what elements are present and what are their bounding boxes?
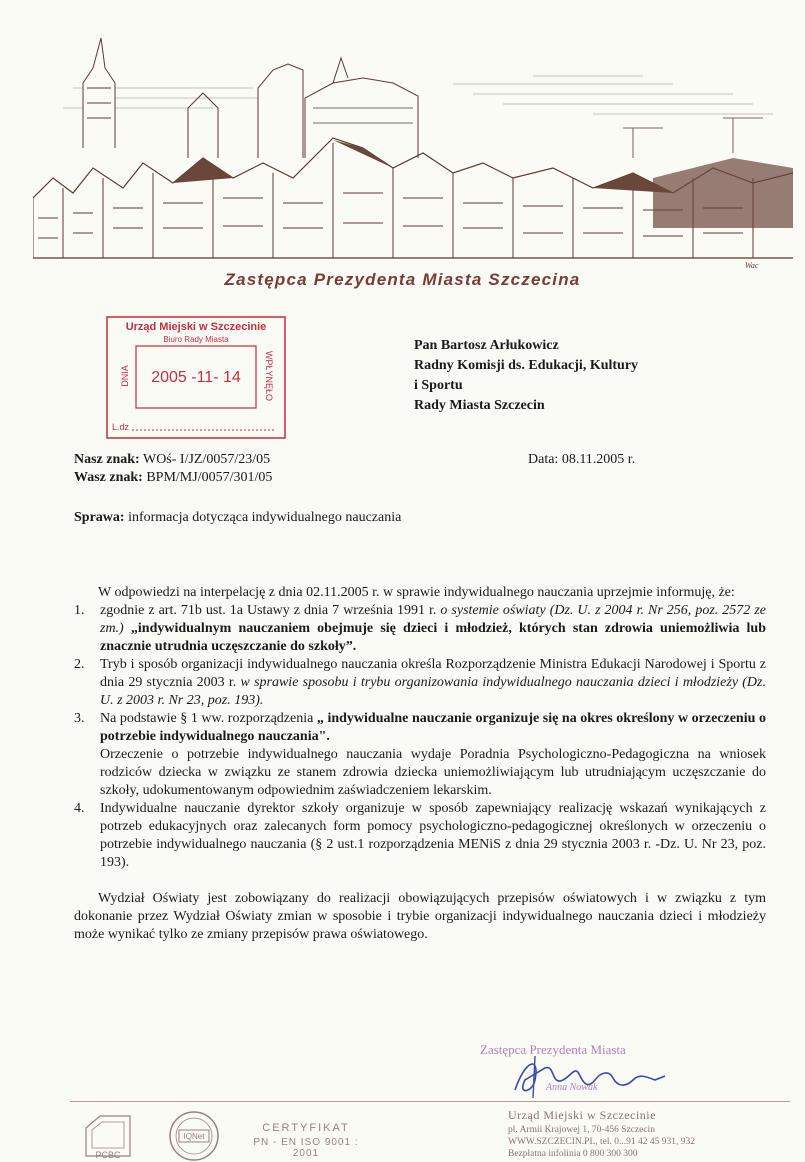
our-reference-value: WOś- I/JZ/0057/23/05 [142, 452, 271, 467]
stamp-office: Urząd Miejski w Szczecinie [125, 321, 267, 333]
list-item-text: Tryb i sposób organizacji indywidualnego nauczania określa Rozporządzenie Ministra Edukacji Narodowej i Sportu z dnia 29 stycznia 2003 r. [100, 657, 766, 690]
letter-body [74, 584, 766, 944]
list-item-number: 2. [74, 657, 85, 672]
iqnet-logo-text: IQNet [183, 1132, 205, 1141]
signature-name: Anna Nowak [546, 1082, 598, 1093]
pcbc-logo-text: PCBC [95, 1150, 121, 1160]
letter-date: Data: 08.11.2005 r. [528, 452, 636, 467]
certificate-label: CERTYFIKAT [262, 1122, 350, 1134]
list-item-text-continued: Orzeczenie o potrzebie indywidualnego nauczania wydaje Poradnia Psychologiczno-Pedagogiczna na wniosek rodziców dziecka w związku ze stanem zdrowia dziecka uniemożliwiającym lub utrudniającym uczęszczanie do szkoły, udokumentowanym odpowiednim zaświadczeniem lekarskim. [100, 747, 766, 798]
list-item-4 [74, 800, 766, 872]
header-title: Zastępca Prezydenta Miasta Szczecina [224, 270, 581, 289]
footer-infoline: Bezpłatna infolinia 0 800 300 300 [508, 1149, 638, 1159]
stamp-department: Biuro Rady Miasta [163, 335, 229, 344]
certificate-iso: PN - EN ISO 9001 : 2001 [253, 1137, 359, 1159]
list-item-italic: w sprawie sposobu i trybu organizowania indywidualnego nauczania dzieci i młodzieży (Dz. U. z 2003 r. Nr 23, poz. 193). [100, 675, 766, 708]
stamp-date: 2005 -11- 14 [151, 369, 241, 386]
footer-web-phone: WWW.SZCZECIN.PL, tel. 0...91 42 45 931, 932 [508, 1137, 695, 1147]
stamp-number-label: L.dz [112, 422, 130, 432]
szczecin-skyline-illustration [33, 28, 793, 268]
pcbc-logo-icon [78, 1108, 138, 1162]
footer-divider [70, 1101, 790, 1102]
closing-paragraph: Wydział Oświaty jest zobowiązany do realizacji obowiązujących przepisów oświatowych i w związku z tym dokonanie przez Wydział Oświaty zmian w sposobie i trybie organizacji indywidualnego nauczania dzieci i młodzieży może wynikać tylko ze zmiany przepisów prawa oświatowego. [74, 891, 766, 942]
your-reference-value: BPM/MJ/0057/301/05 [146, 470, 273, 485]
list-item-italic: o systemie oświaty (Dz. U. z 2004 r. Nr 256, poz. 2572 ze zm.) [100, 603, 766, 636]
recipient-line-1: Pan Bartosz Arłukowicz [414, 338, 559, 353]
your-reference [74, 470, 272, 486]
list-item-number: 1. [74, 603, 85, 618]
recipient-line-3: i Sportu [414, 378, 463, 393]
numbered-list [74, 602, 766, 872]
handwritten-signature [505, 1050, 675, 1102]
subject [74, 510, 401, 526]
subject-label: Sprawa: [74, 510, 125, 525]
list-item-3 [74, 710, 766, 800]
list-item-number: 3. [74, 711, 85, 726]
recipient-line-4: Rady Miasta Szczecin [414, 398, 545, 413]
stamp-side-left: DNIA [120, 365, 130, 387]
list-item-bold: „indywidualnym nauczaniem obejmuje się dzieci i młodzież, których stan zdrowia uniemożliwia lub znacznie utrudnia uczęszczanie do szkoły”. [100, 621, 766, 654]
intro-paragraph: W odpowiedzi na interpelację z dnia 02.11.2005 r. w sprawie indywidualnego nauczania uprzejmie informuję, że: [98, 585, 735, 600]
list-item-bold: „ indywidualne nauczanie organizuje się na okres określony w orzeczeniu o potrzebie indywidualnego nauczania". [100, 711, 766, 744]
stamp-side-right: WPŁYNĘŁO [264, 350, 274, 402]
footer-office-name: Urząd Miejski w Szczecinie [508, 1108, 656, 1122]
recipient-line-2: Radny Komisji ds. Edukacji, Kultury [414, 358, 639, 373]
your-reference-label: Wasz znak: [74, 470, 143, 485]
signature-title: Zastępca Prezydenta Miasta [480, 1042, 626, 1057]
artist-signature: Wac [745, 261, 759, 268]
footer-address: pl. Armii Krajowej 1, 70-456 Szczecin [508, 1125, 655, 1135]
list-item-text: Na podstawie § 1 ww. rozporządzenia [100, 711, 317, 726]
iqnet-logo-icon [166, 1108, 222, 1162]
list-item-text: zgodnie z art. 71b ust. 1a Ustawy z dnia 7 września 1991 r. [100, 603, 441, 618]
list-item-number: 4. [74, 801, 85, 816]
our-reference [74, 452, 270, 468]
our-reference-label: Nasz znak: [74, 452, 140, 467]
subject-text: informacja dotycząca indywidualnego nauczania [128, 510, 402, 525]
list-item-text: Indywidualne nauczanie dyrektor szkoły organizuje w sposób zapewniający realizację wskazań wynikających z potrzeb edukacyjnych oraz zalecanych form pomocy psychologiczno-pedagogicznej określonych w orzeczeniu o potrzebie indywidualnego nauczania (§ 2 ust.1 rozporządzenia MENiS z dnia 29 stycznia 2003 r. -Dz. U. Nr 23, poz. 193). [100, 801, 766, 870]
list-item-2 [74, 656, 766, 710]
received-stamp [106, 316, 286, 439]
list-item-1 [74, 602, 766, 656]
